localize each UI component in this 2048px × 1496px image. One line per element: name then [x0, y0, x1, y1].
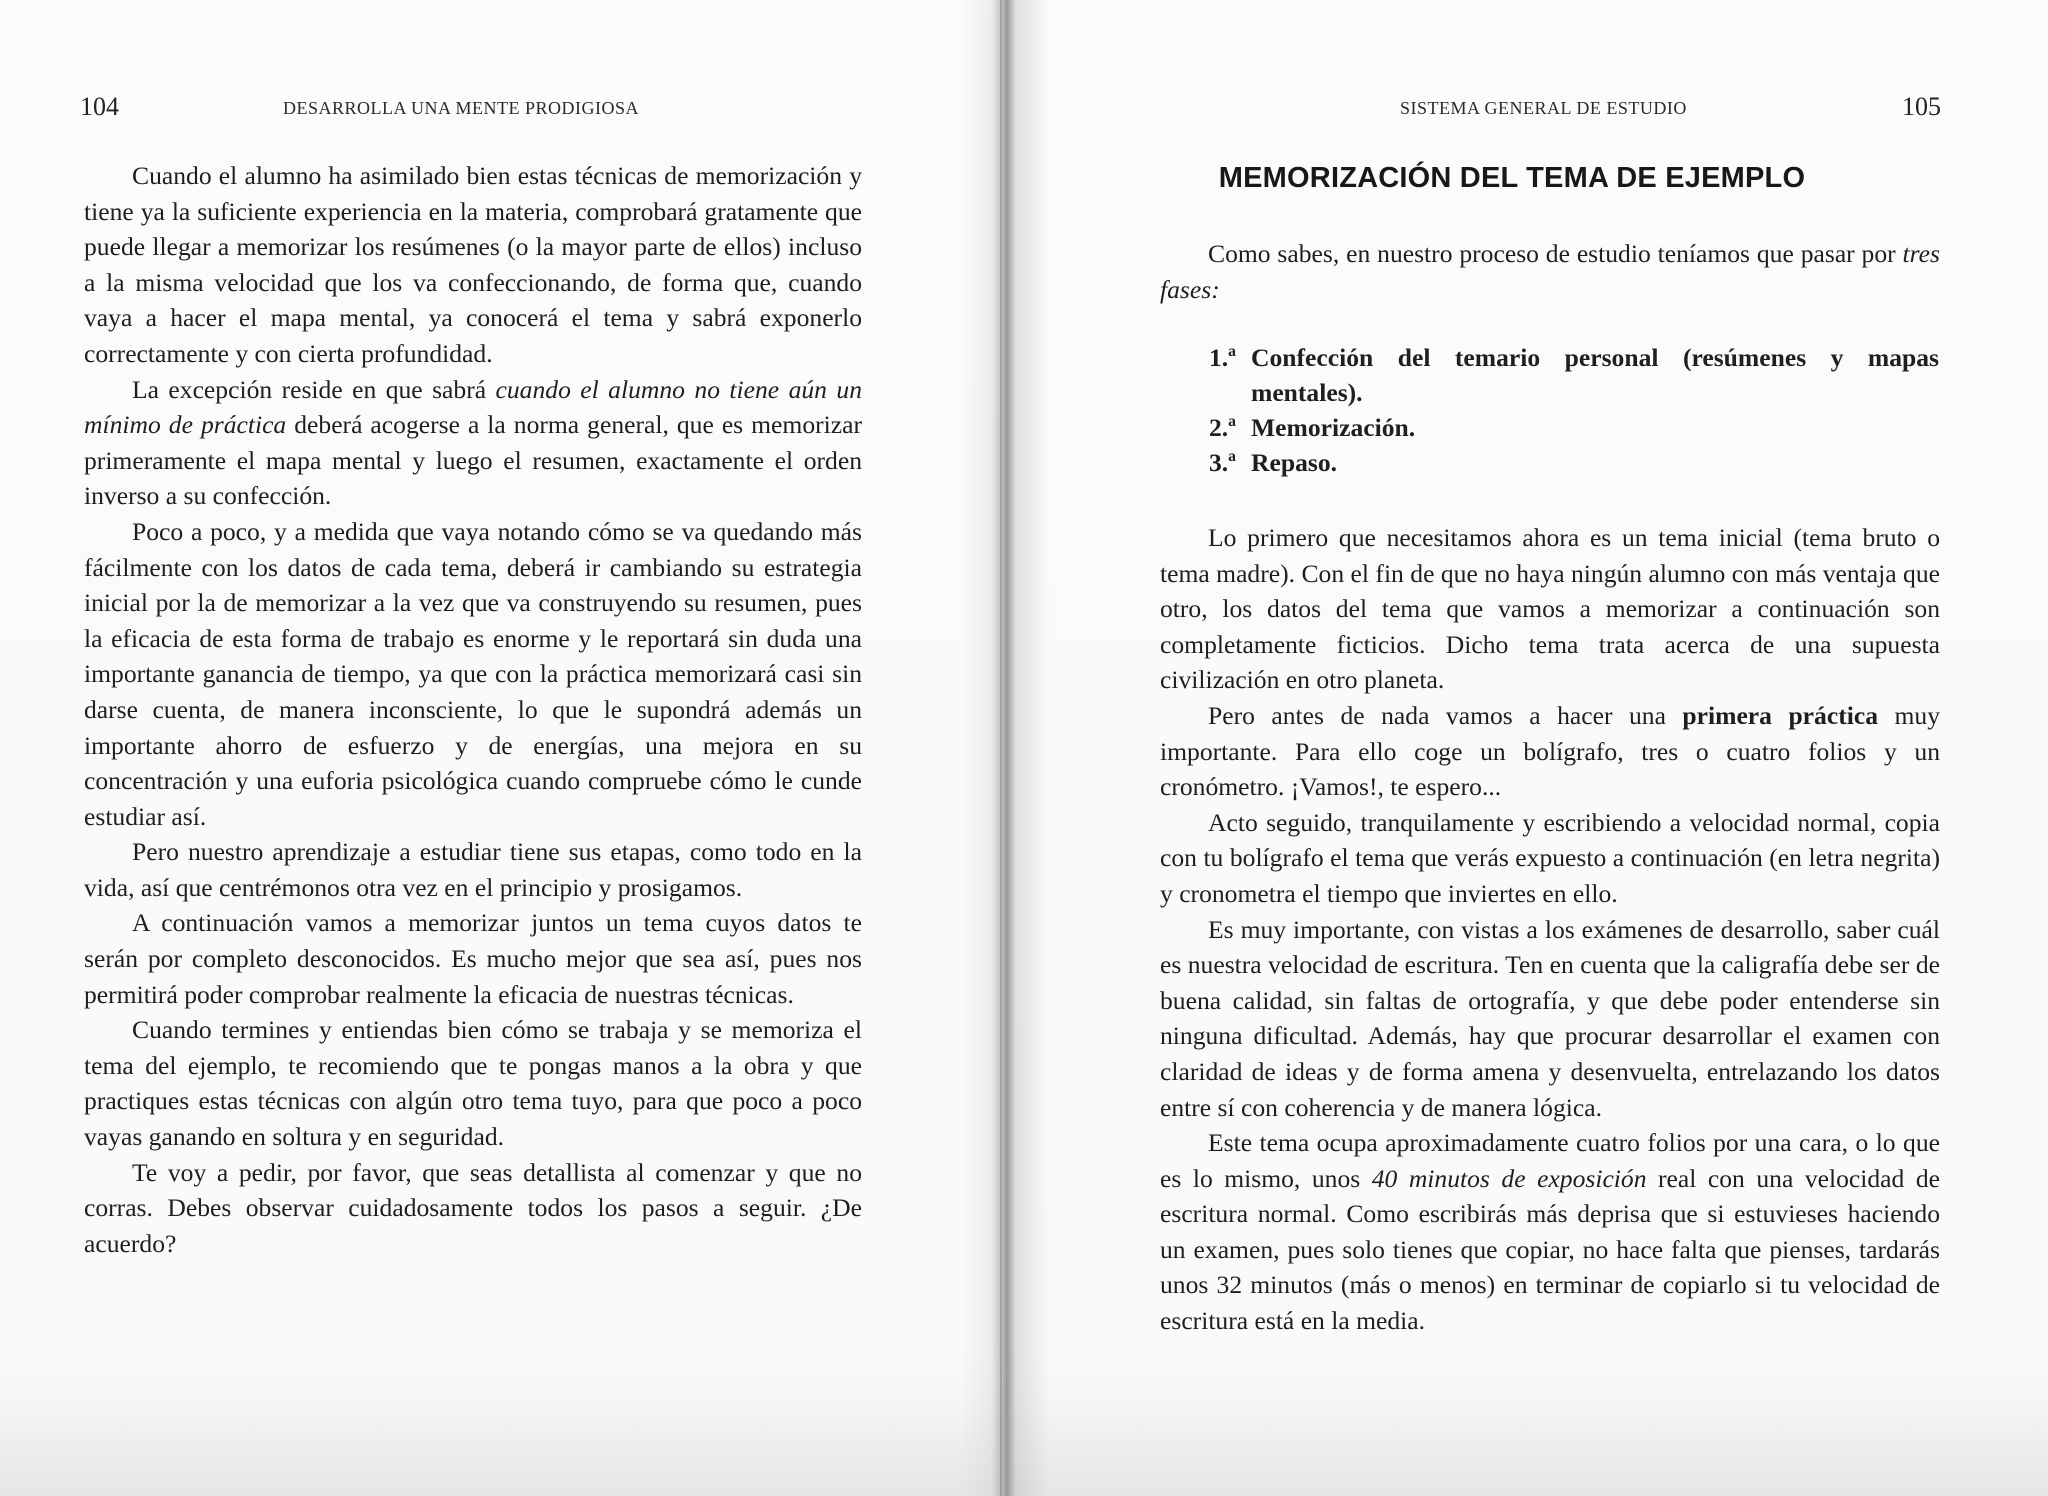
left-paragraph-7: Te voy a pedir, por favor, que seas detallista al comenzar y que no corras. Debes observar cuidadosamente todos los pasos a seguir. ¿De acuerdo?: [84, 1157, 862, 1258]
phase-2-number: 2.ª: [1209, 413, 1236, 442]
left-paragraph-4: Pero nuestro aprendizaje a estudiar tiene sus etapas, como todo en la vida, así que centrémonos otra vez en el principio y prosigamos.: [84, 837, 862, 902]
phase-2: [1209, 410, 1939, 445]
right-running-header: SISTEMA GENERAL DE ESTUDIO: [1400, 98, 1687, 118]
right-paragraph-2-end: muy importante. Para ello coge un bolígrafo, tres o cuatro folios y un cronómetro. ¡Vamos!, te espero...: [1160, 700, 1940, 802]
intro-paragraph-start: Como sabes, en nuestro proceso de estudio teníamos que pasar por: [1208, 239, 1903, 268]
right-paragraph-5: [1160, 1125, 1940, 1339]
right-page-number: 105: [1902, 92, 1941, 121]
intro-paragraph: [1160, 236, 1940, 307]
right-paragraph-5-end: real con una velocidad de escritura normal. Como escribirás más deprisa que si estuvieses haciendo un examen, pues solo tienes que copiar, no hace falta que pienses, tardarás unos 32 minutos (más o menos) en terminar de copiarlo si tu velocidad de escritura está en la media.: [1160, 1163, 1940, 1336]
right-paragraph-2-bold: primera práctica: [1682, 700, 1878, 730]
right-paragraph-4: Es muy importante, con vistas a los exámenes de desarrollo, saber cuál es nuestra velocidad de escritura. Ten en cuenta que la caligrafía debe ser de buena calidad, sin faltas de ortografía, y que debe poder entenderse sin ninguna dificultad. Además, hay que procurar desarrollar el examen con claridad de ideas y de forma amena y desenvuelta, entrelazando los datos entre sí con coherencia y de manera lógica.: [1160, 914, 1940, 1122]
left-paragraph-2: [84, 372, 862, 514]
phase-3-number: 3.ª: [1209, 448, 1236, 477]
intro-paragraph-italic: tres fases:: [1160, 239, 1940, 304]
left-page-number: 104: [80, 92, 119, 121]
left-page-body: [84, 158, 862, 1261]
phase-3: [1209, 445, 1939, 480]
left-paragraph-2-start: La excepción reside en que sabrá: [132, 374, 496, 404]
left-paragraph-5: A continuación vamos a memorizar juntos un tema cuyos datos te serán por completo desconocidos. Es mucho mejor que sea así, pues nos permitirá poder comprobar realmente la eficacia de nuestras técnicas.: [84, 908, 862, 1009]
left-paragraph-2-italic: cuando el alumno no tiene aún un mínimo de práctica: [84, 374, 862, 440]
phase-1: [1209, 340, 1939, 410]
phase-2-text: Memorización.: [1251, 413, 1416, 442]
right-paragraph-3: Acto seguido, tranquilamente y escribiendo a velocidad normal, copia con tu bolígrafo el tema que verás expuesto a continuación (en letra negrita) y cronometra el tiempo que inviertes en ello.: [1160, 807, 1940, 908]
phase-3-text: Repaso.: [1251, 448, 1338, 477]
left-paragraph-1: Cuando el alumno ha asimilado bien estas técnicas de memorización y tiene ya la suficiente experiencia en la materia, comprobará gratamente que puede llegar a memorizar los resúmenes (o la mayor parte de ellos) incluso a la misma velocidad que los va confeccionando, de forma que, cuando vaya a hacer el mapa mental, ya conocerá el tema y sabrá exponerlo correctamente y con cierta profundidad.: [84, 161, 862, 368]
right-paragraph-1: Lo primero que necesitamos ahora es un tema inicial (tema bruto o tema madre). Con el fin de que no haya ningún alumno con más ventaja que otro, los datos del tema que vamos a memorizar a continuación son completamente ficticios. Dicho tema trata acerca de una supuesta civilización en otro planeta.: [1160, 523, 1940, 695]
right-paragraph-5-start: Este tema ocupa aproximadamente cuatro folios por una cara, o lo que es lo mismo, unos: [1160, 1128, 1940, 1193]
section-title: MEMORIZACIÓN DEL TEMA DE EJEMPLO: [1218, 162, 1806, 194]
right-page-body: [1160, 520, 1940, 1339]
left-paragraph-3: Poco a poco, y a medida que vaya notando cómo se va quedando más fácilmente con los datos de cada tema, deberá ir cambiando su estrategia inicial por la de memorizar a la vez que va construyendo su resumen, pues la eficacia de esta forma de trabajo es enorme y le reportará sin duda una importante ganancia de tiempo, ya que con la práctica memorizará casi sin darse cuenta, de manera inconsciente, lo que le supondrá además un importante ahorro de esfuerzo y de energías, una mejora en su concentración y una euforia psicológica cuando compruebe cómo le cunde estudiar así.: [84, 516, 862, 831]
right-paragraph-2: [1160, 698, 1940, 805]
left-paragraph-2-end: deberá acogerse a la norma general, que es memorizar primeramente el mapa mental y luego el resumen, exactamente el orden inverso a su confección.: [84, 410, 862, 511]
right-intro: [1160, 236, 1940, 307]
phases-list: [1209, 340, 1939, 480]
phase-1-number: 1.ª: [1209, 343, 1236, 372]
phase-1-text: Confección del temario personal (resúmenes y mapas mentales).: [1251, 343, 1939, 407]
left-running-header: DESARROLLA UNA MENTE PRODIGIOSA: [283, 98, 640, 118]
page-bottom-shade: [0, 1400, 2048, 1496]
right-paragraph-2-start: Pero antes de nada vamos a hacer una: [1208, 700, 1683, 730]
right-paragraph-5-italic: 40 minutos de exposición: [1371, 1163, 1647, 1193]
left-page: [0, 0, 1000, 1496]
left-paragraph-6: Cuando termines y entiendas bien cómo se trabaja y se memoriza el tema del ejemplo, te recomiendo que te pongas manos a la obra y que practiques estas técnicas con algún otro tema tuyo, para que poco a poco vayas ganando en soltura y en seguridad.: [84, 1015, 862, 1152]
